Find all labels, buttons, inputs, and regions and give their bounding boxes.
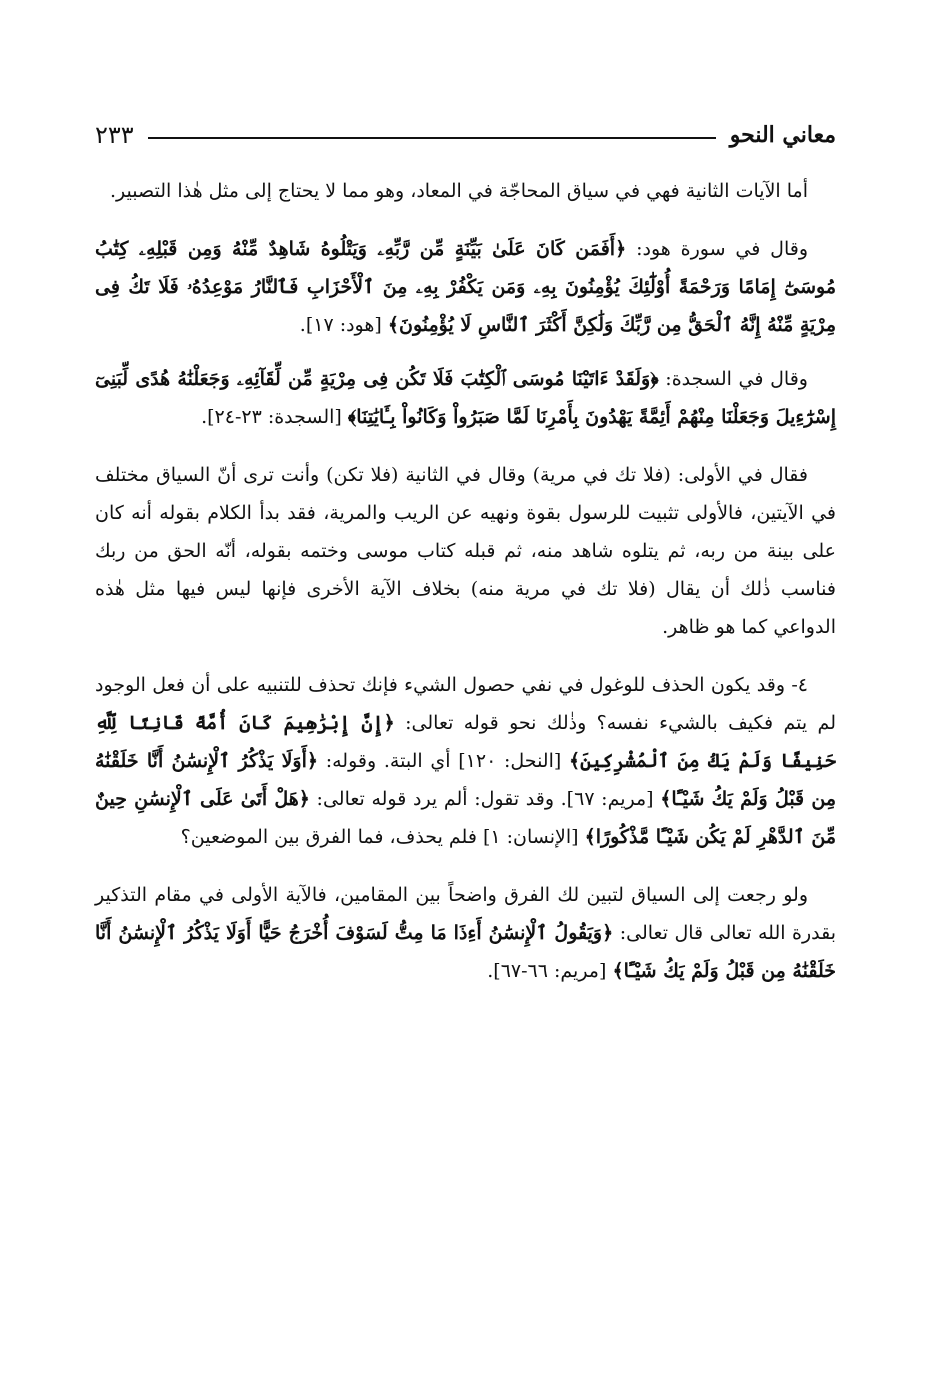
book-page — [95, 110, 836, 1357]
quran-verse: ﴿أَفَمَن كَانَ عَلَىٰ بَيِّنَةٍ مِّن رَّبِّهِۦ وَيَتْلُوهُ شَاهِدٌ مِّنْهُ وَمِن قَبْلِهِۦ كِتَٰبُ مُوسَىٰٓ إِمَامًا وَرَحْمَةً أُوْلَٰٓئِكَ يُؤْمِنُونَ بِهِۦ وَمَن يَكْفُرْ بِهِۦ مِنَ ٱلْأَحْزَابِ فَٱلنَّارُ مَوْعِدُهُۥ فَلَا تَكُ فِى مِرْيَةٍ مِّنْهُ إِنَّهُ ٱلْحَقُّ مِن رَّبِّكَ وَلَٰكِنَّ أَكْثَرَ ٱلنَّاسِ لَا يُؤْمِنُونَ﴾ — [95, 238, 836, 336]
paragraph-text: وقال في السجدة: — [658, 368, 808, 390]
paragraph-text: فقال في الأولى: (فلا تك في مرية) وقال في الثانية (فلا تكن) وأنت ترى أنّ السياق مختلف في الآيتين، فالأولى تثبيت للرسول بقوة ونهيه عن الريب والمرية، فقد بدأ الكلام بقوله أنه كان على بينة من ربه، ثم يتلوه شاهد منه، ثم قبله كتاب موسى وختمه بقوله، أنّه الحق من ربك فناسب ذٰلك أن يقال (فلا تك في مرية منه) بخلاف الآية الأخرى فإنها ليس فيها مثل هٰذه الدواعي كما هو ظاهر. — [95, 464, 836, 638]
quran-verse: ﴿هَلْ أَتَىٰ عَلَى ٱلْإِنسَٰنِ حِينٌ مِّنَ ٱلدَّهْرِ لَمْ يَكُن شَيْـًٔا مَّذْكُورًا﴾ — [95, 788, 836, 848]
quran-verse: ﴿وَيَقُولُ ٱلْإِنسَٰنُ أَءِذَا مَا مِتُّ لَسَوْفَ أُخْرَجُ حَيًّا أَوَلَا يَذْكُرُ ٱلْإِنسَٰنُ أَنَّا خَلَقْنَٰهُ مِن قَبْلُ وَلَمْ يَكُ شَيْـًٔا﴾ — [95, 922, 836, 982]
paragraph-text: أما الآيات الثانية فهي في سياق المحاجّة في المعاد، وهو مما لا يحتاج إلى مثل هٰذا التصبير. — [110, 180, 808, 202]
verse-reference: [مريم: ٦٧]. وقد تقول: ألم يرد قوله تعالى: — [309, 788, 661, 810]
paragraph-surat-sajda — [95, 360, 836, 436]
quran-verse: ﴿أَوَلَا يَذْكُرُ ٱلْإِنسَٰنُ أَنَّا خَلَقْنَٰهُ مِن قَبْلُ وَلَمْ يَكُ شَيْـًٔا﴾ — [95, 750, 837, 810]
paragraph-context — [95, 876, 836, 990]
verse-reference: [النحل: ١٢٠] أي البتة. وقوله: — [318, 750, 570, 772]
paragraph-aayat-thaniya — [95, 172, 836, 210]
paragraph-surat-hud — [95, 230, 836, 344]
verse-reference: [الإنسان: ١] فلم يحذف، فما الفرق بين الموضعين؟ — [180, 826, 585, 848]
page-number: ٢٣٣ — [95, 121, 134, 149]
verse-reference: [السجدة: ٢٣-٢٤]. — [201, 406, 348, 428]
paragraph-comparison — [95, 456, 836, 646]
page-header — [95, 110, 836, 160]
paragraph-text: وقال في سورة هود: — [626, 238, 808, 260]
paragraph-text: ٤- وقد يكون الحذف للوغول في نفي حصول الشيء فإنك تحذف للتنبيه على أن فعل الوجود لم يتم فكيف بالشيء نفسه؟ وذٰلك نحو قوله تعالى: — [95, 674, 836, 734]
quran-verse: ﴿إِنَّ إِبْرَٰهِيمَ كَانَ أُمَّةً قَانِتًا لِّلَّهِ حَنِيفًا وَلَمْ يَكُ مِنَ ٱلْمُشْرِكِينَ﴾ — [95, 712, 836, 772]
verse-reference: [هود: ١٧]. — [299, 314, 388, 336]
paragraph-text: ولو رجعت إلى السياق لتبين لك الفرق واضحاً بين المقامين، فالآية الأولى في مقام التذكير بقدرة الله تعالى قال تعالى: — [95, 884, 836, 944]
verse-reference: [مريم: ٦٦-٦٧]. — [487, 960, 613, 982]
header-rule — [148, 137, 716, 139]
running-title: معاني النحو — [729, 122, 836, 148]
quran-verse: ﴿وَلَقَدْ ءَاتَيْنَا مُوسَى ٱلْكِتَٰبَ فَلَا تَكُن فِى مِرْيَةٍ مِّن لِّقَآئِهِۦ وَجَعَلْنَٰهُ هُدًى لِّبَنِىٓ إِسْرَٰٓءِيلَ وَجَعَلْنَا مِنْهُمْ أَئِمَّةً يَهْدُونَ بِأَمْرِنَا لَمَّا صَبَرُواْ وَكَانُواْ بِـَٔايَٰتِنَا﴾ — [95, 368, 836, 428]
paragraph-point-four — [95, 666, 836, 856]
